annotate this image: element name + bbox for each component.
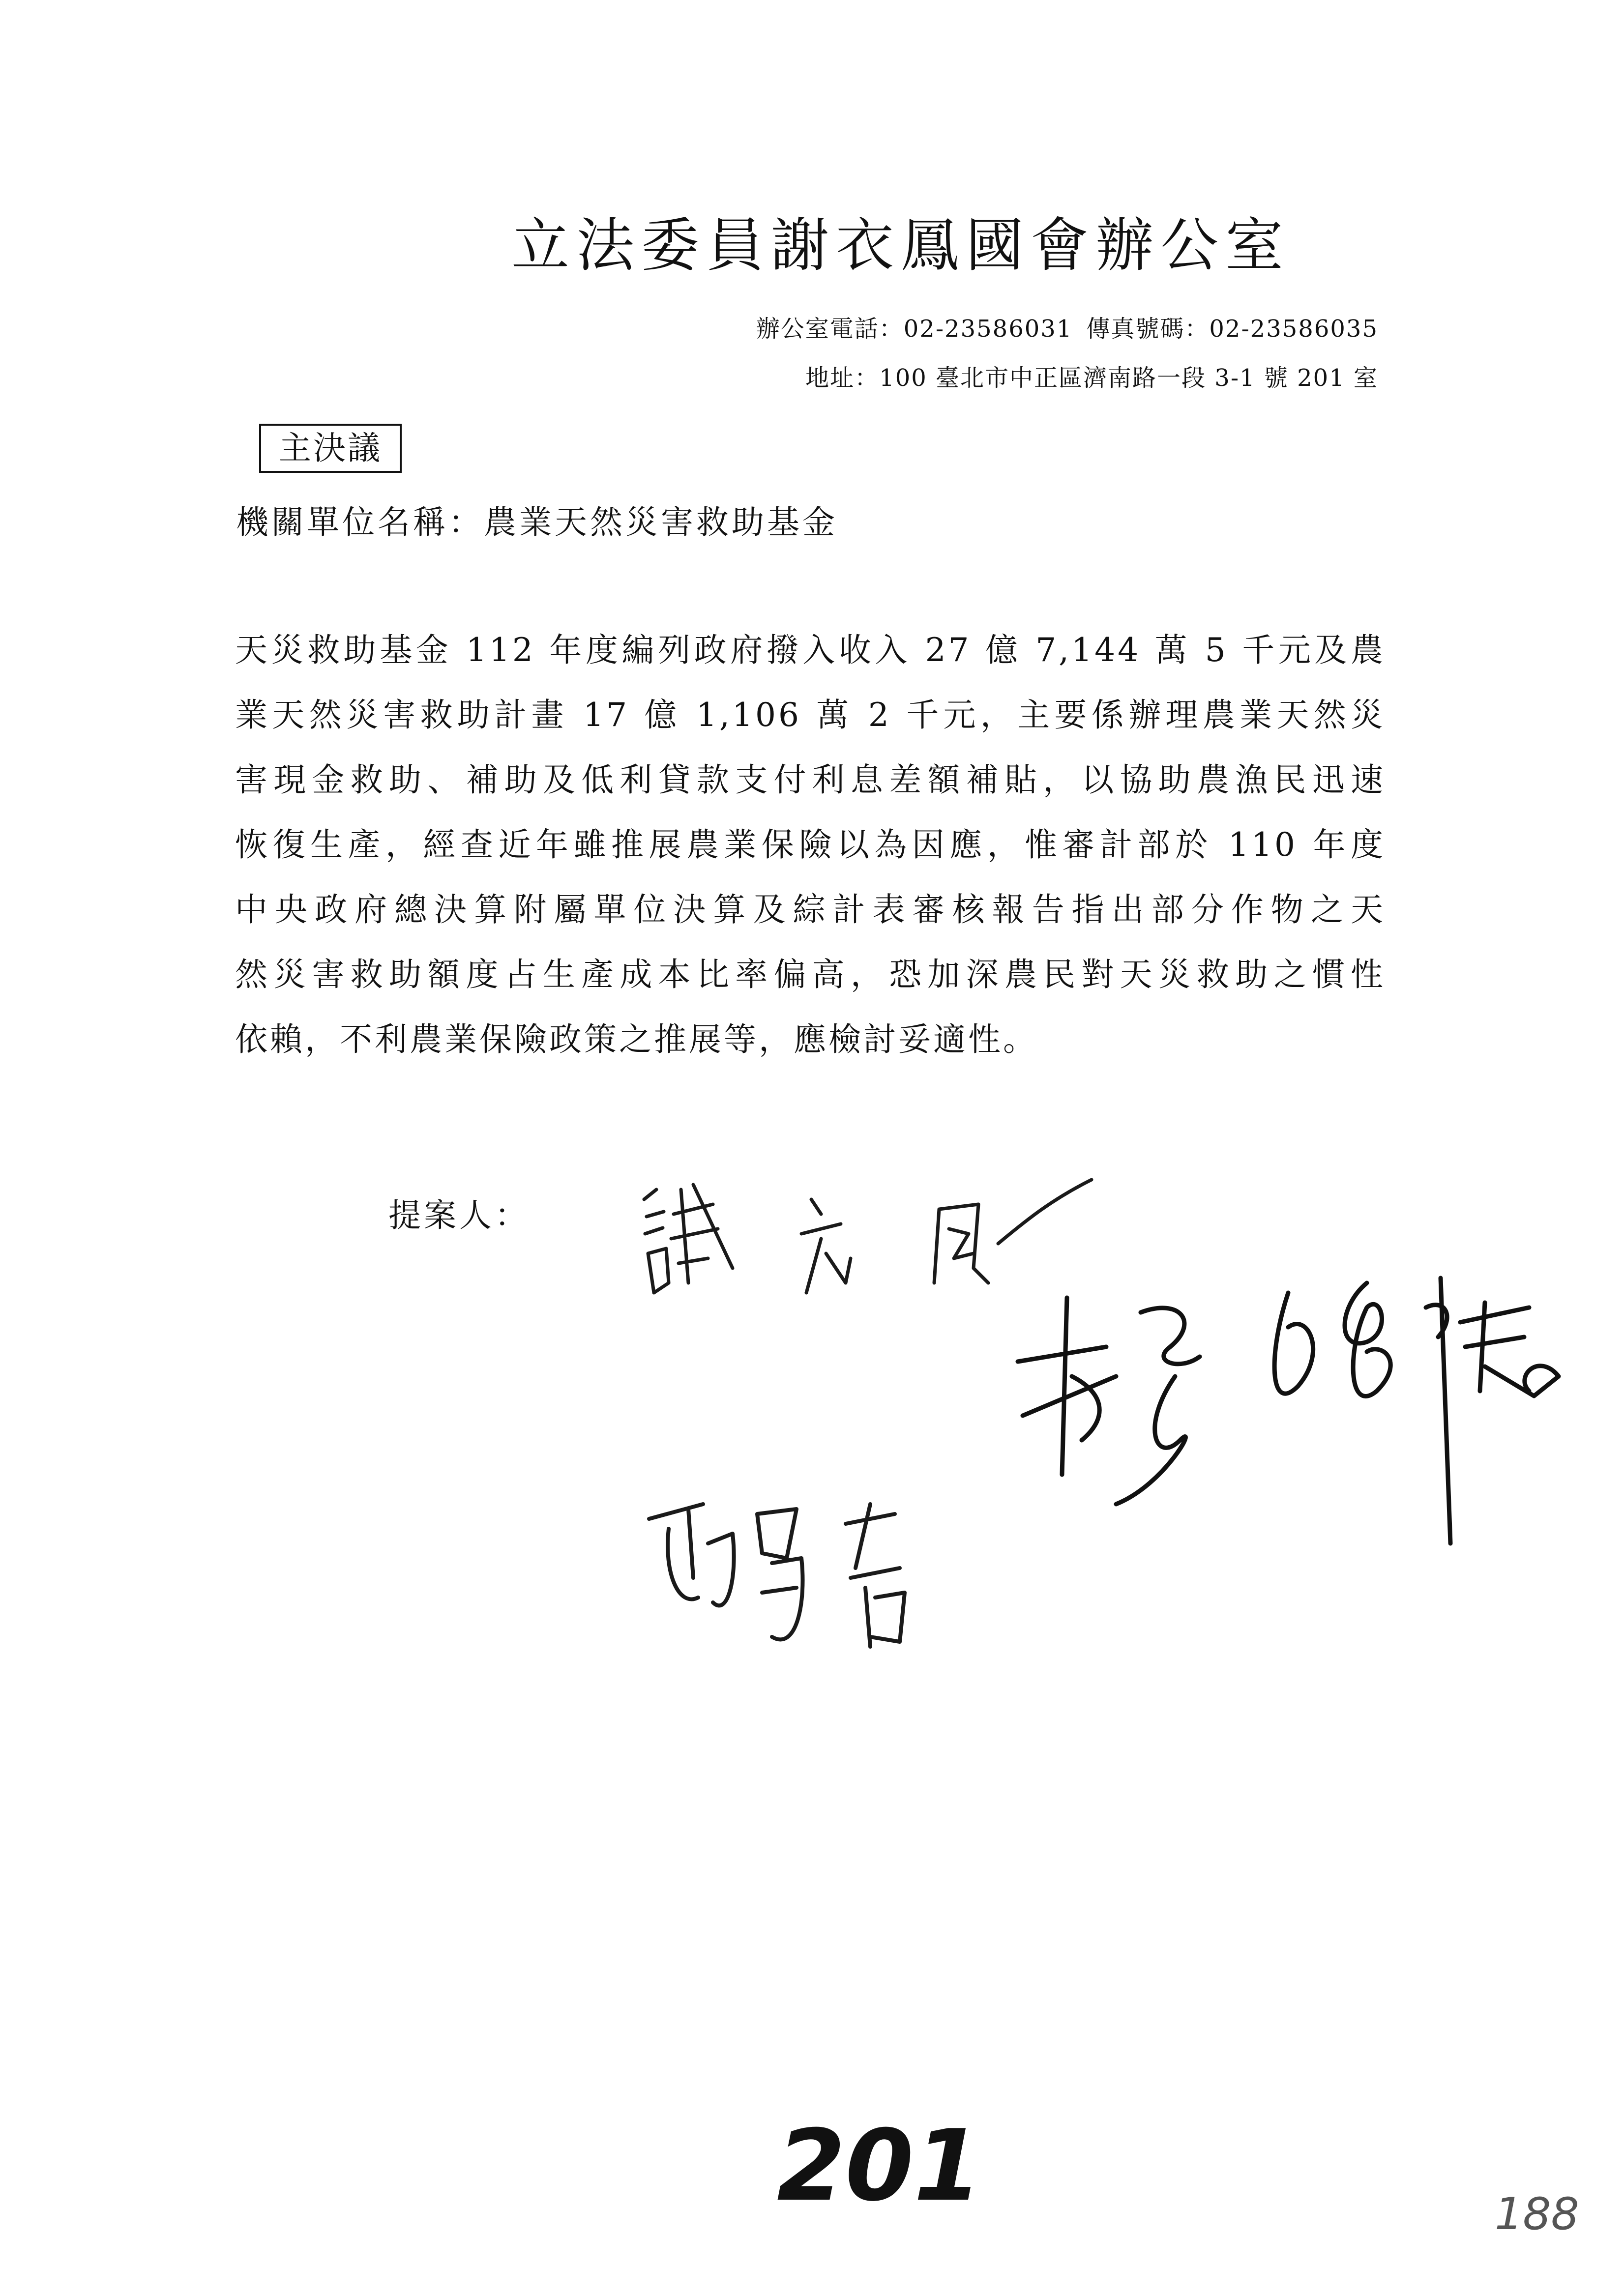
agency-name-line: 機關單位名稱：農業天然災害救助基金 [236, 503, 838, 541]
proposer-label: 提案人： [388, 1196, 530, 1234]
handwritten-page-number [777, 2114, 1033, 2224]
body-line: 業天然災害救助計畫 17 億 1,106 萬 2 千元，主要係辦理農業天然災 [235, 696, 1386, 734]
body-line: 然災害救助額度占生產成本比率偏高，恐加深農民對天災救助之慣性 [235, 956, 1386, 993]
document-type-label: 主決議 [259, 424, 402, 473]
handwritten-page-number-text: 201 [777, 2114, 982, 2222]
body-line: 天災救助基金 112 年度編列政府撥入收入 27 億 7,144 萬 5 千元及農 [235, 631, 1386, 669]
body-line: 中央政府總決算附屬單位決算及綜計表審核報告指出部分作物之天 [235, 891, 1386, 929]
body-line: 害現金救助、補助及低利貸款支付利息差額補貼，以協助農漁民迅速 [235, 761, 1386, 799]
phone-number: 辦公室電話：02-23586031 [756, 315, 1073, 343]
resolution-body [235, 631, 1386, 1088]
handwritten-page-index [1495, 2185, 1593, 2246]
office-address: 地址：100 臺北市中正區濟南路一段 3-1 號 201 室 [805, 364, 1378, 392]
fax-number: 傳真號碼：02-23586035 [1086, 315, 1378, 343]
page-title: 立法委員謝衣鳳國會辦公室 [511, 211, 1291, 279]
body-line: 恢復生產，經查近年雖推展農業保險以為因應，惟審計部於 110 年度 [235, 826, 1386, 864]
signature-2 [993, 1229, 1583, 1563]
contact-phone-fax-line [756, 317, 1378, 341]
signature-3 [639, 1489, 993, 1735]
body-line: 依賴，不利農業保險政策之推展等，應檢討妥適性。 [235, 1020, 1038, 1058]
handwritten-page-index-text: 188 [1495, 2188, 1579, 2240]
